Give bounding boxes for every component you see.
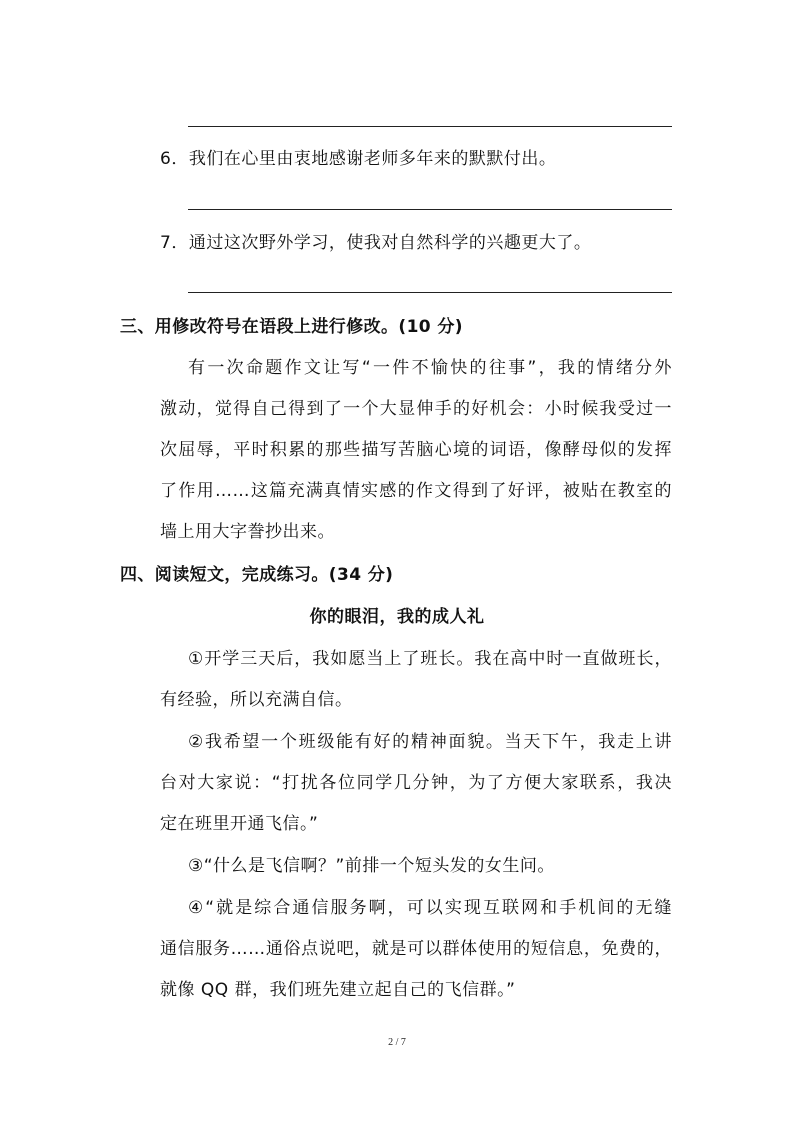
passage-paragraph-2-line: 定在班里开通飞信。”	[160, 814, 319, 834]
section-3-line: 墙上用大字誊抄出来。	[160, 522, 335, 542]
page-number: 2 / 7	[388, 1037, 406, 1048]
passage-paragraph-4-line: 就像 QQ 群，我们班先建立起自己的飞信群。”	[160, 980, 516, 1000]
item-6: 6．我们在心里由衷地感谢老师多年来的默默付出。	[160, 149, 557, 169]
item-7: 7．通过这次野外学习，使我对自然科学的兴趣更大了。	[160, 233, 592, 253]
passage-paragraph-2-line: 台对大家说：“打扰各位同学几分钟，为了方便大家联系，我决	[160, 773, 672, 793]
section-3-line: 有一次命题作文让写“一件不愉快的往事”，我的情绪分外	[188, 358, 672, 378]
passage-paragraph-3-line: ③“什么是飞信啊？”前排一个短头发的女生问。	[188, 856, 555, 876]
section-3-line: 了作用……这篇充满真情实感的作文得到了好评，被贴在教室的	[160, 481, 672, 501]
section-4-heading: 四、阅读短文，完成练习。(34 分)	[120, 565, 394, 585]
passage-paragraph-1-line: 有经验，所以充满自信。	[160, 690, 353, 710]
section-3-line: 次屈辱，平时积累的那些描写苦脑心境的词语，像酵母似的发挥	[160, 440, 672, 460]
answer-line[interactable]	[188, 209, 672, 210]
answer-line[interactable]	[188, 292, 672, 293]
answer-line[interactable]	[188, 126, 672, 127]
passage-paragraph-2-line: ②我希望一个班级能有好的精神面貌。当天下午，我走上讲	[188, 732, 672, 752]
passage-title: 你的眼泪，我的成人礼	[309, 607, 485, 627]
passage-paragraph-1-line: ①开学三天后，我如愿当上了班长。我在高中时一直做班长，	[188, 649, 672, 669]
passage-paragraph-4-line: 通信服务……通俗点说吧，就是可以群体使用的短信息，免费的，	[160, 939, 672, 959]
section-3-line: 激动，觉得自己得到了一个大显伸手的好机会：小时候我受过一	[160, 399, 672, 419]
section-3-heading: 三、用修改符号在语段上进行修改。(10 分)	[120, 317, 463, 337]
passage-paragraph-4-line: ④“就是综合通信服务啊，可以实现互联网和手机间的无缝	[188, 898, 672, 918]
